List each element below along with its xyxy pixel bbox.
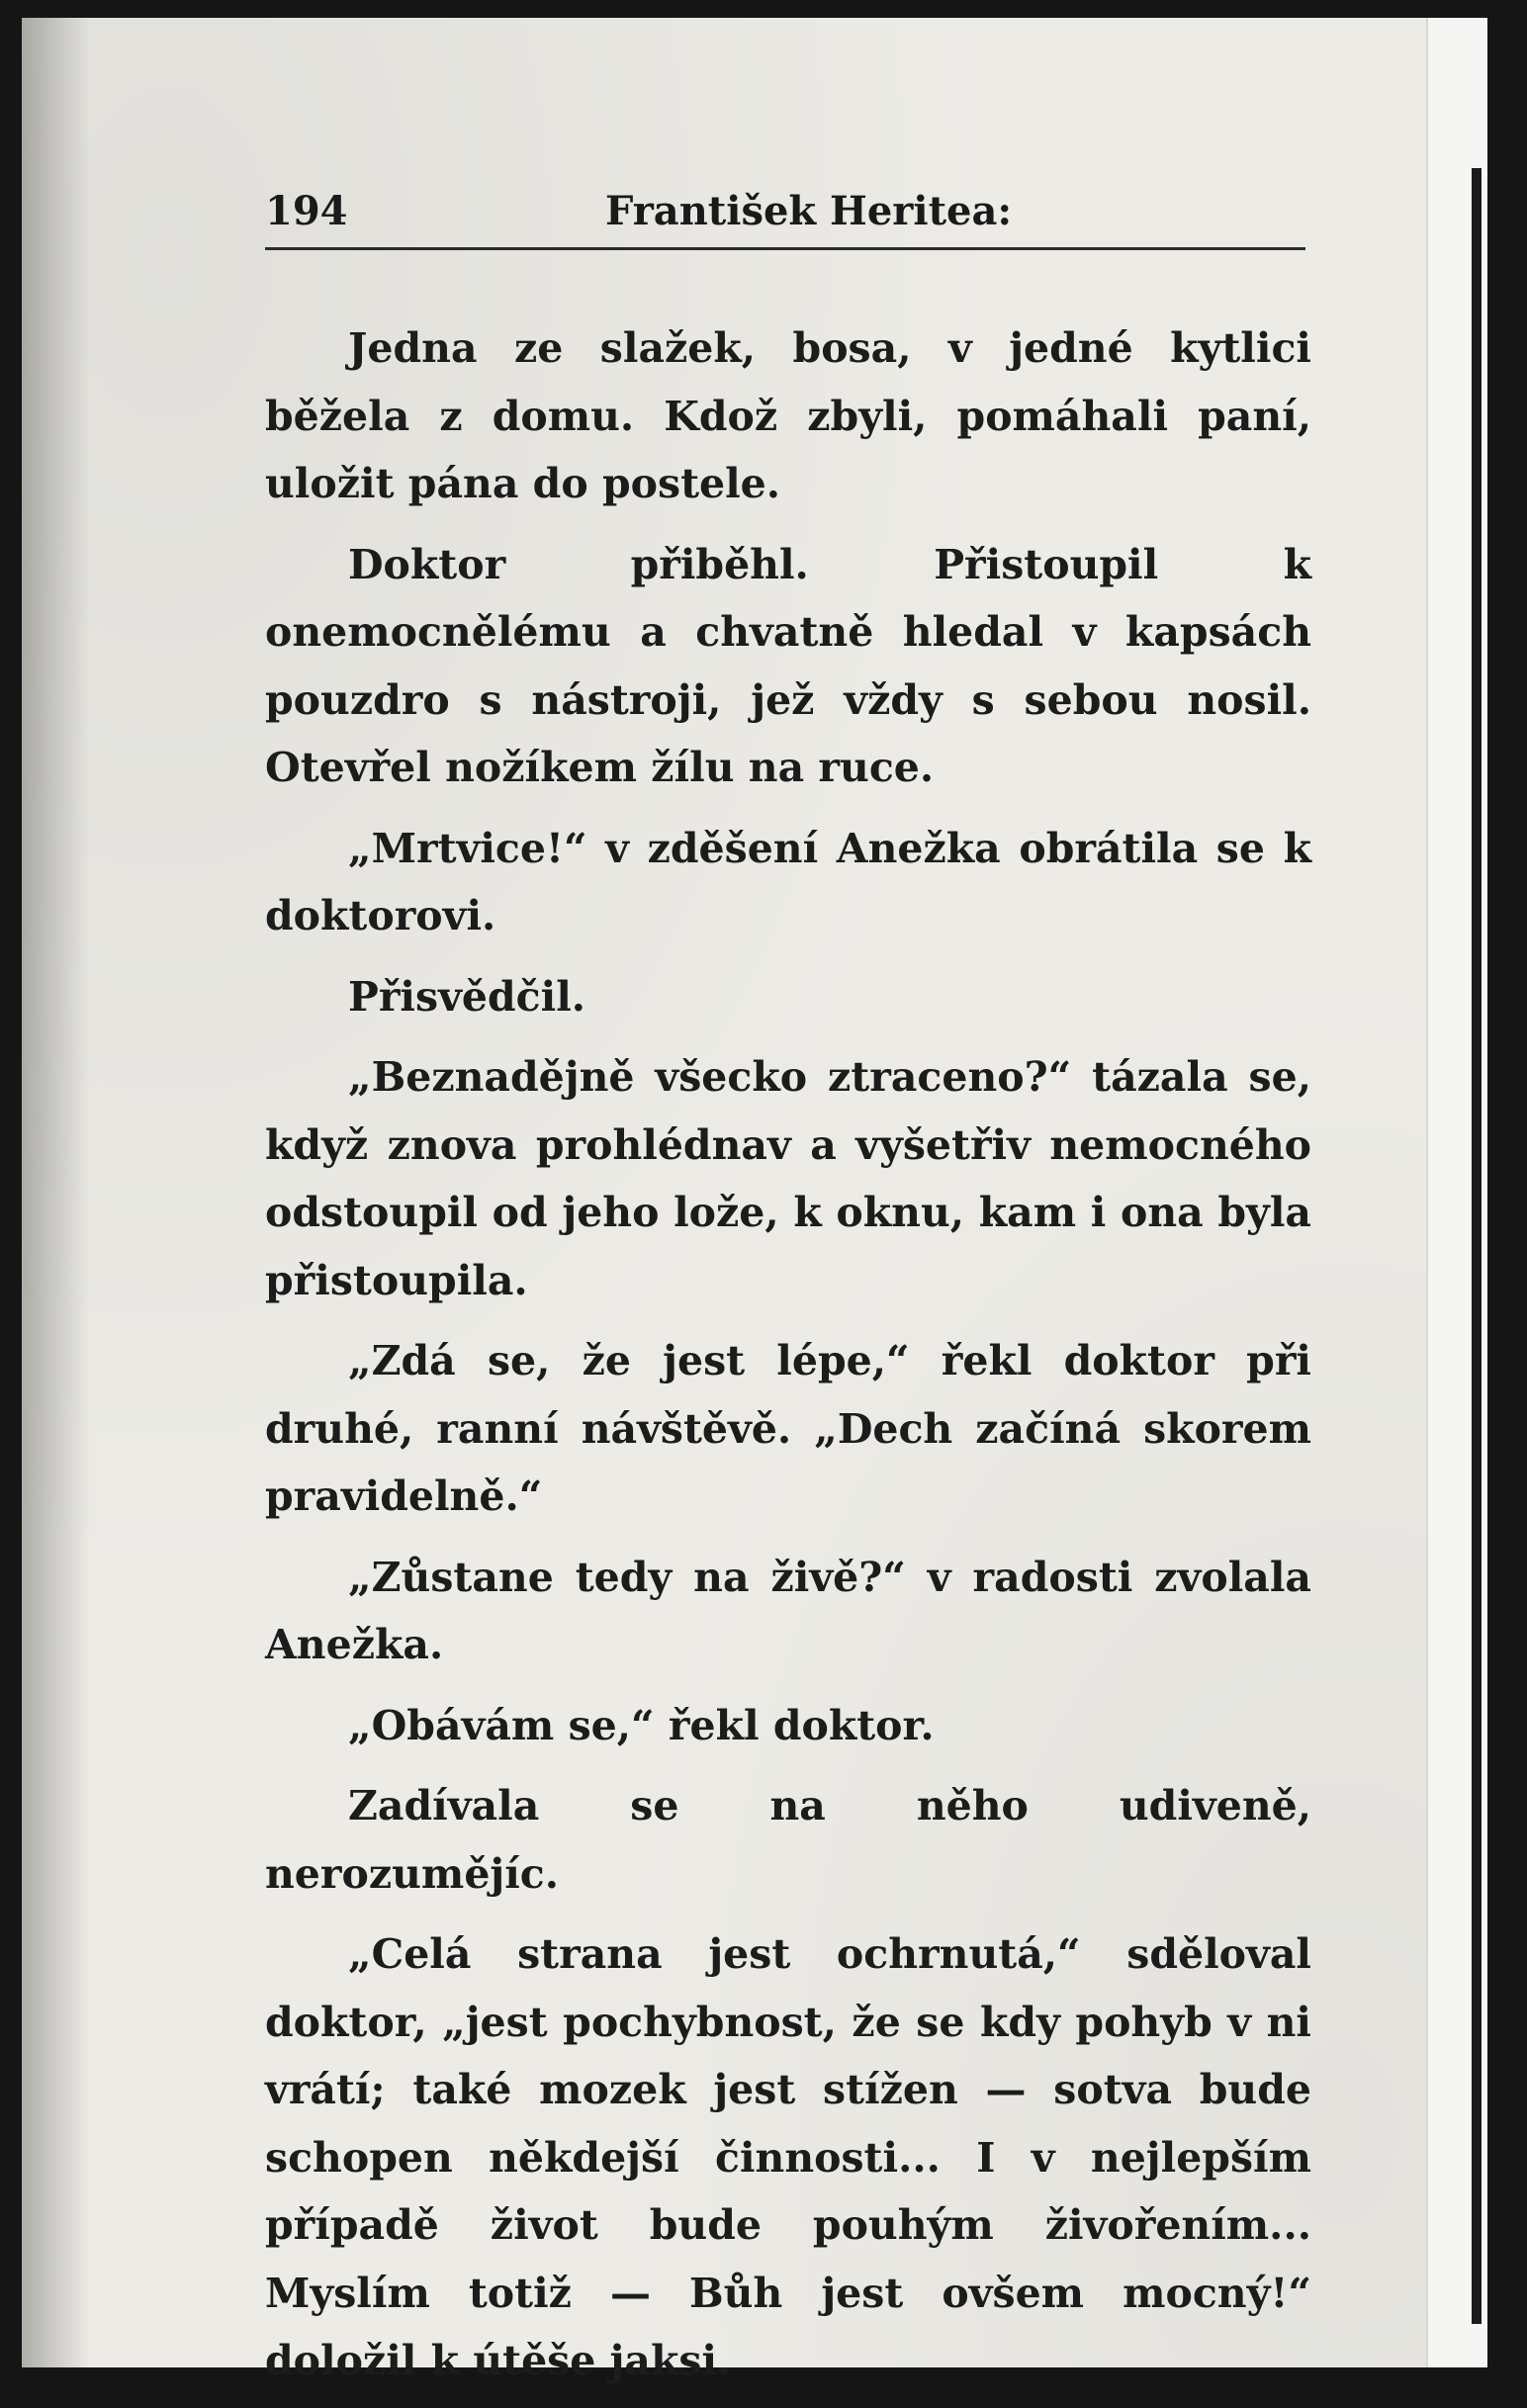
paragraph: „Zdá se, že jest lépe,“ řekl doktor při druhé, ranní návštěvě. „Dech začíná skorem pravidelně.“ bbox=[265, 1337, 1311, 1520]
paragraph: Zadívala se na něho udiveně, nerozumějíc. bbox=[265, 1782, 1311, 1898]
paragraph: Doktor přiběhl. Přistoupil k onemocnělému a chvatně hledal v kapsách pouzdro s nástroji, jež vždy s sebou nosil. Otevřel nožíkem žílu na ruce. bbox=[265, 540, 1311, 791]
running-head bbox=[265, 188, 1305, 237]
paragraph: Přisvědčil. bbox=[348, 972, 586, 1021]
paragraph: Jedna ze slažek, bosa, v jedné kytlici běžela z domu. Kdož zbyli, pomáhali paní, uložit pána do postele. bbox=[265, 324, 1311, 507]
paragraph: „Zůstane tedy na živě?“ v radosti zvolala Anežka. bbox=[265, 1553, 1311, 1668]
page-number: 194 bbox=[265, 188, 348, 234]
paragraph: „Obávám se,“ řekl doktor. bbox=[348, 1701, 935, 1749]
paragraph: „Beznadějně všecko ztraceno?“ tázala se, když znova prohlédnav a vyšetřiv nemocného odstoupil od jeho lože, k oknu, kam i ona byla přistoupila. bbox=[265, 1053, 1311, 1304]
paragraph: „Mrtvice!“ v zděšení Anežka obrátila se k doktorovi. bbox=[265, 824, 1311, 939]
paragraph: „Celá strana jest ochrnutá,“ sděloval doktor, „jest pochybnost, že se kdy pohyb v ni vrátí; také mozek jest stížen — sotva bude schopen někdejší činnosti... I v nejlepším případě život bude pouhým živořením... Myslím totiž — Bůh jest ovšem mocný!“ doložil k útěše jaksi. bbox=[265, 1930, 1311, 2384]
binding-edge bbox=[1472, 168, 1482, 2324]
gutter-shadow bbox=[22, 18, 91, 2367]
body-text bbox=[265, 314, 1311, 2408]
running-head-title: František Heritea: bbox=[605, 188, 1013, 234]
header-rule bbox=[265, 247, 1305, 250]
